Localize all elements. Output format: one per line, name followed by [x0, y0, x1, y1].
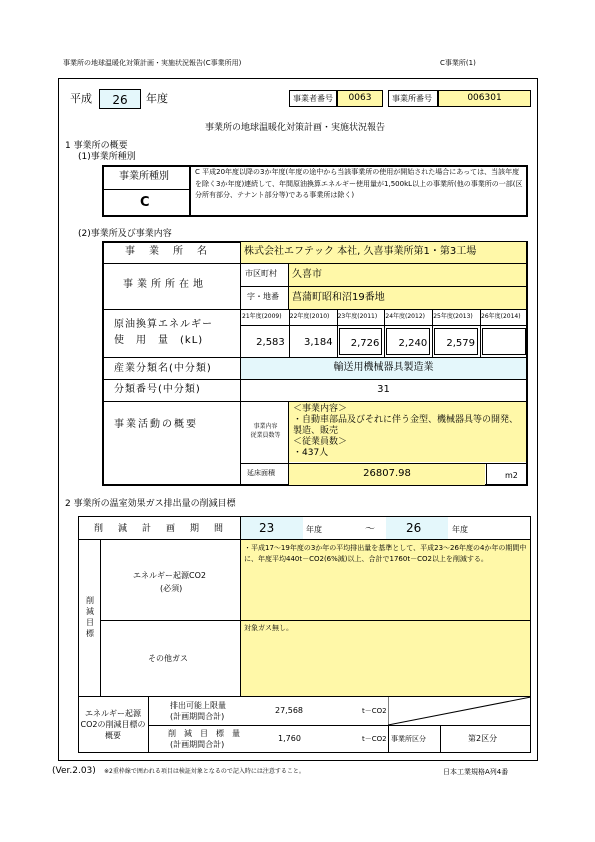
block-value: 菖蒲町昭和沼19番地 [292, 292, 385, 303]
target-label-2: (計画期間合計) [170, 740, 225, 749]
emit-label-2: (計画期間合計) [170, 712, 225, 721]
year-header: 21年度(2009) [242, 313, 282, 320]
diagonal-strike [388, 697, 531, 725]
energy-value-field[interactable] [434, 328, 478, 355]
section1-heading: 1 事業所の概要 [65, 141, 128, 151]
section1-sub2: (2)事業所及び事業内容 [78, 229, 172, 239]
target-label-1: 削 減 目 標 量 [168, 729, 240, 738]
year-header: 26年度(2014) [481, 313, 521, 320]
page-header-left: 事業所の地球温暖化対策計画・実施状況報告(C事業所用) [63, 59, 242, 67]
floor-unit: m2 [505, 471, 518, 480]
start-year: 23 [259, 521, 275, 535]
target-value: 1,760 [278, 734, 301, 743]
activity-line: ・437人 [293, 448, 329, 458]
emit-label-1: 排出可能上限量 [170, 701, 226, 710]
energy-value-field[interactable] [291, 328, 335, 355]
energy-value-field[interactable] [243, 328, 287, 355]
industry-field[interactable] [241, 358, 526, 379]
emit-unit: t－CO2 [362, 707, 387, 715]
end-year: 26 [406, 521, 422, 535]
industry-label: 産業分類名(中分類) [114, 363, 212, 374]
other-gas-text: 対象ガス無し。 [244, 624, 293, 632]
industry-value: 輸送用機械器具製造業 [333, 362, 434, 373]
year-value: 26 [112, 93, 128, 107]
start-year-suffix: 年度 [306, 525, 322, 534]
energy-label-2: 使 用 量 (kL) [114, 335, 204, 346]
period-label: 削 減 計 画 期 間 [94, 524, 227, 534]
year-field[interactable] [99, 89, 141, 109]
city-value: 久喜市 [292, 269, 322, 280]
energy-co2-label: エネルギー起源CO2 [133, 571, 206, 580]
energy-value-field[interactable] [339, 328, 383, 355]
operator-number-field[interactable] [337, 90, 383, 107]
zone-value: 第2区分 [468, 734, 498, 743]
operator-label-cell [289, 90, 337, 107]
section1-sub1: (1)事業所種別 [78, 152, 136, 162]
address-label: 事業所所在地 [123, 279, 207, 290]
floor-label: 延床面積 [247, 469, 275, 477]
energy-value-field[interactable] [482, 328, 526, 355]
activity-sublabel: 事業内容 従業員数等 [250, 423, 281, 439]
zone-label: 事業所区分 [391, 735, 426, 743]
section2-heading: 2 事業所の温室効果ガス排出量の削減目標 [65, 499, 236, 509]
office-number: 006301 [467, 93, 502, 103]
other-gas-label: その他ガス [148, 654, 188, 663]
era-label: 平成 [70, 92, 92, 105]
floor-field[interactable] [289, 464, 485, 485]
energy-co2-note: (必須) [160, 584, 183, 593]
target-unit: t－CO2 [362, 735, 387, 743]
year-header: 23年度(2011) [337, 313, 378, 320]
footer-version: (Ver.2.03) [52, 766, 96, 776]
page-header-right: C事業所(1) [440, 59, 476, 67]
energy-value-field[interactable] [386, 328, 430, 355]
energy-value: 2,726 [350, 338, 380, 349]
end-year-suffix: 年度 [452, 525, 468, 534]
document-title: 事業所の地球温暖化対策計画・実施状況報告 [205, 123, 386, 133]
energy-value: 2,579 [446, 338, 475, 349]
operator-label: 事業者番号 [293, 94, 333, 103]
side-label: 削減目標 [86, 596, 94, 638]
operator-number: 0063 [348, 93, 372, 103]
activity-field[interactable] [289, 402, 526, 462]
type-description: C 平成20年度以降の3か年度(年度の途中から当該事業所の使用が開始された場合にあっては、当該年度を除く3か年度)連続して、年間原油換算エネルギー使用量が1,500kL以上の事業所(他の事業所の一部(区分所有部分、テナント部分等)である事業所は除く) [195, 168, 523, 199]
activity-text [293, 404, 525, 459]
summary-label: エネルギー起源CO2の削減目標の概要 [80, 709, 146, 740]
office-number-field[interactable] [438, 90, 531, 107]
class-value: 31 [377, 384, 390, 395]
era-suffix: 年度 [146, 92, 168, 105]
energy-value: 3,184 [303, 337, 333, 348]
end-year-field[interactable] [386, 517, 448, 539]
floor-value: 26807.98 [363, 468, 411, 479]
energy-co2-text: ・平成17〜19年度の3か年の平均排出量を基準として、平成23〜26年度の4か年の期間中に、年度平均440t－CO2(6%減)以上、合計で1760t－CO2以上を削減する。 [244, 544, 527, 563]
footer-note: ※2重枠線で囲われる項目は検証対象となるので記入時には注意すること。 [104, 768, 305, 775]
activity-line: ＜事業内容＞ [293, 404, 348, 414]
type-value[interactable]: C [140, 195, 150, 210]
block-label: 字・地番 [247, 292, 279, 301]
year-header: 25年度(2013) [433, 313, 473, 320]
start-year-field[interactable] [241, 517, 303, 539]
office-label-cell [388, 90, 438, 107]
name-label: 事 業 所 名 [125, 246, 209, 257]
office-label: 事業所番号 [392, 94, 432, 103]
name-value: 株式会社エフテック 本社, 久喜事業所第1・第3工場 [244, 246, 477, 257]
name-field[interactable] [241, 242, 526, 263]
energy-label-1: 原油換算エネルギー [114, 319, 213, 330]
energy-co2-field[interactable] [241, 540, 530, 620]
activity-line: ・自動車部品及びそれに伴う金型、機械器具等の開発、製造、販売 [293, 415, 519, 436]
other-gas-field[interactable] [241, 621, 530, 696]
block-field[interactable] [289, 287, 526, 309]
energy-value: 2,583 [256, 337, 285, 348]
class-label: 分類番号(中分類) [114, 384, 201, 395]
energy-value: 2,240 [398, 338, 428, 349]
year-header: 24年度(2012) [385, 313, 425, 320]
activity-line: ＜従業員数＞ [293, 437, 348, 447]
period-tilde: 〜 [365, 524, 375, 535]
city-label: 市区町村 [245, 269, 277, 278]
city-field[interactable] [289, 264, 526, 286]
emit-value: 27,568 [275, 706, 303, 715]
type-label: 事業所種別 [119, 171, 169, 182]
footer-standard: 日本工業規格A列4番 [443, 768, 509, 776]
activity-label: 事業活動の概要 [114, 419, 198, 430]
year-header: 22年度(2010) [289, 313, 330, 320]
